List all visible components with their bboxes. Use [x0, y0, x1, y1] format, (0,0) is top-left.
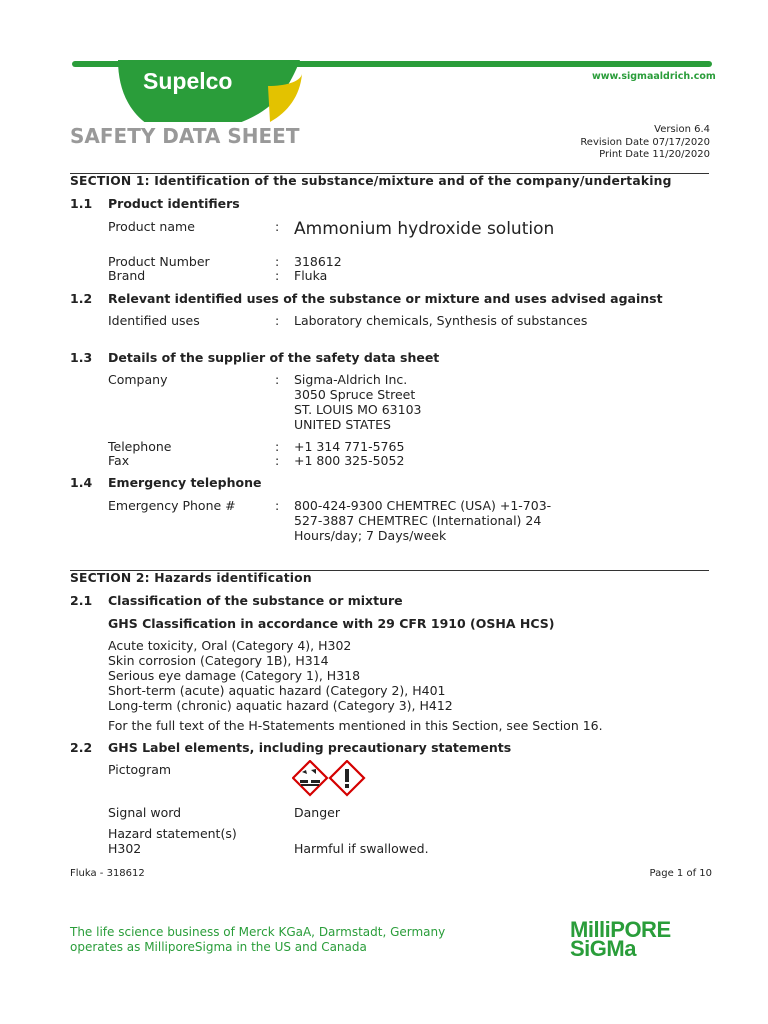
page-number: Page 1 of 10: [649, 868, 712, 879]
h-statements-note: For the full text of the H-Statements mentioned in this Section, see Section 16.: [108, 718, 603, 733]
header-banner: [0, 52, 768, 122]
hazard-code: H302: [108, 841, 142, 856]
ghs-pictograms: [292, 760, 366, 798]
signal-word-label: Signal word: [108, 805, 182, 820]
classification-list: [108, 638, 453, 713]
exclamation-pictogram-icon: [330, 761, 364, 795]
emergency-line: 800-424-9300 CHEMTREC (USA) +1-703-: [294, 498, 552, 513]
s13-num: 1.3: [70, 350, 93, 365]
version-block: [580, 124, 710, 162]
pictogram-label: Pictogram: [108, 762, 172, 777]
s14-num: 1.4: [70, 475, 93, 490]
company-line: UNITED STATES: [294, 417, 391, 432]
doc-title: SAFETY DATA SHEET: [70, 124, 300, 148]
colon: :: [275, 439, 280, 454]
emergency-line: 527-3887 CHEMTREC (International) 24: [294, 513, 542, 528]
s22-title: GHS Label elements, including precautionary statements: [108, 740, 512, 755]
company-line: Sigma-Aldrich Inc.: [294, 372, 408, 387]
colon: :: [275, 453, 280, 468]
hazard-statements-label: Hazard statement(s): [108, 826, 237, 841]
merck-line: operates as MilliporeSigma in the US and Canada: [70, 940, 367, 954]
colon: :: [275, 219, 280, 234]
brand-label: Brand: [108, 268, 146, 283]
s11-num: 1.1: [70, 196, 93, 211]
classification-item: Short-term (acute) aquatic hazard (Category 2), H401: [108, 683, 446, 698]
telephone-label: Telephone: [108, 439, 172, 454]
product-name: Ammonium hydroxide solution: [294, 219, 555, 239]
colon: :: [275, 313, 280, 328]
brand: Fluka: [294, 268, 328, 283]
classification-item: Skin corrosion (Category 1B), H314: [108, 653, 329, 668]
s12-title: Relevant identified uses of the substance or mixture and uses advised against: [108, 291, 663, 306]
s14-title: Emergency telephone: [108, 475, 262, 490]
product-name-label: Product name: [108, 219, 195, 234]
logo-line: MilliPORE: [570, 917, 671, 942]
version: Version 6.4: [654, 124, 710, 135]
section2-title: SECTION 2: Hazards identification: [70, 571, 312, 585]
classification-item: Long-term (chronic) aquatic hazard (Category 3), H412: [108, 698, 453, 713]
uses-label: Identified uses: [108, 313, 200, 328]
merck-line: The life science business of Merck KGaA, Darmstadt, Germany: [70, 925, 446, 939]
colon: :: [275, 498, 280, 513]
company-line: ST. LOUIS MO 63103: [294, 402, 422, 417]
corrosion-pictogram-icon: [293, 761, 327, 795]
merck-statement: [70, 925, 445, 955]
classification-item: Serious eye damage (Category 1), H318: [108, 668, 361, 683]
fax-label: Fax: [108, 453, 130, 468]
telephone: +1 314 771-5765: [294, 439, 405, 454]
s11-title: Product identifiers: [108, 196, 240, 211]
company-label: Company: [108, 372, 168, 387]
colon: :: [275, 268, 280, 283]
revision-date: Revision Date 07/17/2020: [580, 136, 710, 148]
colon: :: [275, 372, 280, 387]
supelco-logo: Supelco: [143, 68, 233, 94]
milliporesigma-logo: [570, 917, 671, 961]
colon: :: [275, 254, 280, 269]
s22-num: 2.2: [70, 740, 93, 755]
company-address: [294, 372, 422, 432]
emergency-line: Hours/day; 7 Days/week: [294, 528, 447, 543]
print-date: Print Date 11/20/2020: [599, 149, 710, 160]
fax: +1 800 325-5052: [294, 453, 405, 468]
hazard-text: Harmful if swallowed.: [294, 841, 429, 856]
classification-item: Acute toxicity, Oral (Category 4), H302: [108, 638, 352, 653]
signal-word: Danger: [294, 805, 340, 820]
s13-title: Details of the supplier of the safety data sheet: [108, 350, 440, 365]
s21-num: 2.1: [70, 593, 93, 608]
product-number: 318612: [294, 254, 342, 269]
emergency-phone-label: Emergency Phone #: [108, 498, 236, 513]
logo-line: SiGMa: [570, 936, 636, 961]
section1-title: SECTION 1: Identification of the substance/mixture and of the company/undertaking: [70, 174, 672, 188]
footer-product: Fluka - 318612: [70, 868, 145, 879]
s21-title: Classification of the substance or mixture: [108, 593, 403, 608]
company-line: 3050 Spruce Street: [294, 387, 416, 402]
website-link[interactable]: www.sigmaaldrich.com: [592, 71, 716, 82]
emergency-phone: [294, 498, 551, 543]
product-number-label: Product Number: [108, 254, 210, 269]
ghs-classification-title: GHS Classification in accordance with 29 CFR 1910 (OSHA HCS): [108, 616, 555, 631]
uses: Laboratory chemicals, Synthesis of substances: [294, 313, 588, 328]
s12-num: 1.2: [70, 291, 93, 306]
